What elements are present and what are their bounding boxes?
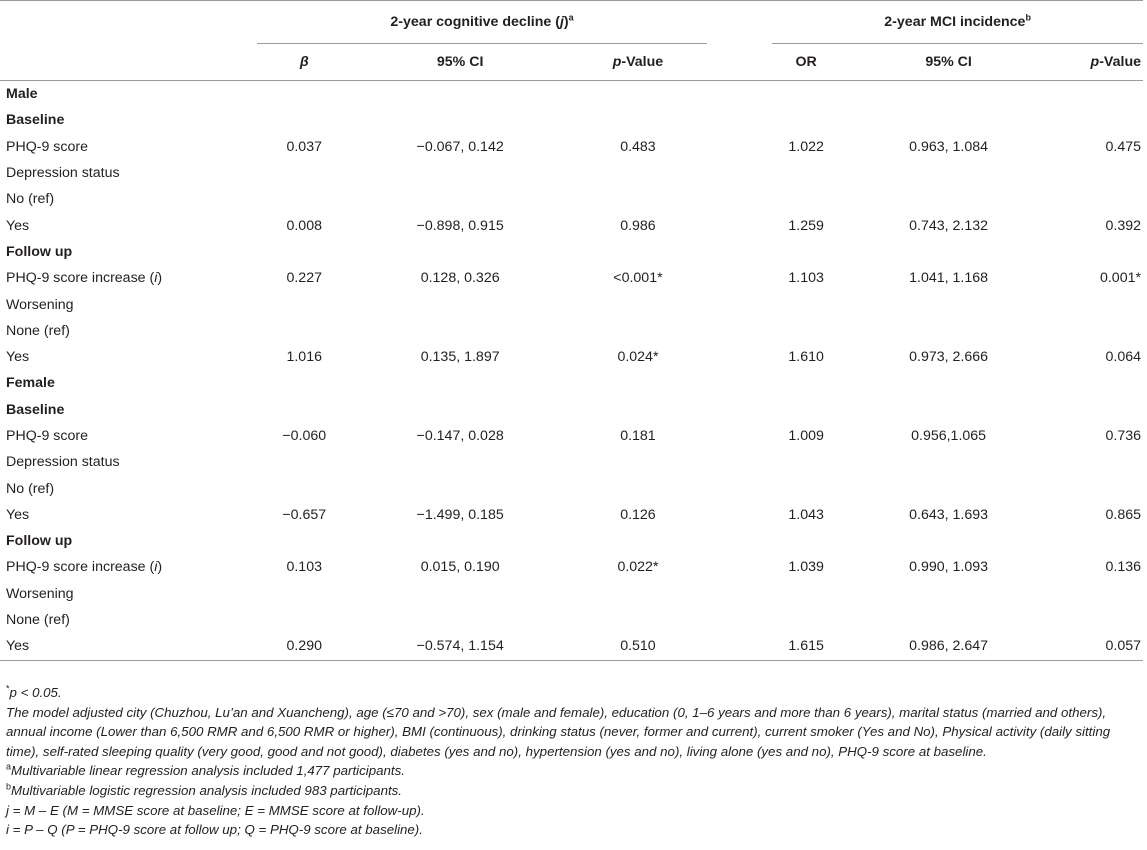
cell-ci-2: 0.973, 2.666 [909,349,989,366]
cell-p-value-1 [569,397,706,423]
row-label: Yes [6,217,30,234]
cell-or [772,81,840,108]
cell-gap [707,265,773,291]
cell-beta: −0.657 [282,506,327,523]
cell-gap [707,397,773,423]
cell-ci-1 [351,160,569,186]
cell-ci-2 [840,318,1057,344]
cell-beta [257,291,351,317]
cell-ci-1 [351,397,569,423]
cell-or: 1.610 [788,349,824,366]
cell-or [772,160,840,186]
table-notes [6,683,1142,840]
cell-ci-2 [840,186,1057,212]
note-i-definition: i = P – Q (P = PHQ-9 score at follow up; Q = PHQ-9 score at baseline). [6,822,423,838]
cell-or [772,318,840,344]
cell-or: 1.043 [788,506,824,523]
cell-p-value-2 [1057,186,1143,212]
group1-footnote-mark: a [568,12,574,23]
cell-beta [257,607,351,633]
cell-p-value-1: 0.986 [620,217,656,234]
cell-beta [257,528,351,554]
cell-ci-2 [840,160,1057,186]
cell-gap [707,633,773,660]
table-row [0,291,1143,317]
header-blank [0,1,257,44]
row-label: PHQ-9 score increase (i) [6,270,163,287]
row-label: Depression status [6,454,120,471]
cell-gap [707,318,773,344]
col-or: OR [772,44,840,81]
cell-or: 1.039 [788,559,824,576]
cell-p-value-1 [569,475,706,501]
cell-gap [707,528,773,554]
note-model: The model adjusted city (Chuzhou, Lu’an and Xuancheng), age (≤70 and >70), sex (male and female), education (0, 1–6 years and more than 6 years), marital status (married and others), annual income (Lower than 6,500 RMR and 6,500 RMR or higher), BMI (continuous), drinking status (never, former and current), current smoker (Yes and No), Physical activity (daily sitting time), self-rated sleeping quality (very good, good and not good), diabetes (yes and no), hypertension (yes and no), living alone (yes and no), PHQ-9 score at baseline. [6,704,1111,759]
cell-ci-2: 0.990, 1.093 [909,559,989,576]
row-label: Baseline [6,112,65,129]
cell-ci-2 [840,81,1057,108]
cell-p-value-1 [569,107,706,133]
cell-ci-2: 0.643, 1.693 [909,506,989,523]
cell-gap [707,607,773,633]
cell-ci-2 [840,449,1057,475]
note-significance: *p < 0.05. [6,683,62,700]
row-label: None (ref) [6,322,70,339]
cell-gap [707,239,773,265]
row-label: Worsening [6,585,74,602]
cell-or [772,528,840,554]
group2-footnote-mark: b [1025,12,1031,23]
cell-p-value-2: 0.057 [1057,633,1143,660]
cell-ci-1: −0.898, 0.915 [416,217,504,234]
cell-p-value-1 [569,370,706,396]
cell-gap [707,291,773,317]
cell-ci-2: 0.986, 2.647 [840,633,1057,660]
col-p-value-2: p-Value [1057,44,1143,81]
row-label: Follow up [6,533,73,550]
row-label: Baseline [6,401,65,418]
cell-ci-1 [351,581,569,607]
cell-ci-1: −0.574, 1.154 [351,633,569,660]
cell-ci-1: −1.499, 0.185 [416,506,504,523]
cell-p-value-2 [1057,160,1143,186]
table-row [0,265,1143,291]
group-header-row [0,1,1143,44]
cell-p-value-1: 0.024* [617,349,659,366]
cell-p-value-1 [569,81,706,108]
cell-gap [707,370,773,396]
cell-or: 1.103 [788,270,824,287]
group2-title: 2-year MCI incidence [884,14,1026,30]
table-row [0,554,1143,580]
table-row [0,186,1143,212]
table-row [0,160,1143,186]
cell-beta: 0.290 [257,633,351,660]
cell-or [772,581,840,607]
row-label: Worsening [6,296,74,313]
row-label: PHQ-9 score [6,428,88,444]
cell-ci-1: 0.128, 0.326 [420,270,500,287]
group1-var: j [559,14,564,30]
cell-or [772,239,840,265]
cell-or [772,107,840,133]
cell-ci-1 [351,291,569,317]
cell-ci-1 [351,528,569,554]
cell-beta: 0.227 [286,270,322,287]
cell-ci-2: 0.743, 2.132 [909,217,989,234]
cell-p-value-2: 0.064 [1105,349,1141,366]
cell-gap [707,502,773,528]
cell-p-value-2: 0.001* [1099,270,1141,287]
cell-beta [257,581,351,607]
cell-p-value-1 [569,160,706,186]
cell-ci-2 [840,291,1057,317]
table-row [0,581,1143,607]
cell-or [772,186,840,212]
cell-p-value-1 [569,449,706,475]
cell-or: 1.009 [788,428,824,444]
cell-ci-1: 0.015, 0.190 [420,559,500,576]
cell-ci-1 [351,186,569,212]
cell-p-value-2 [1057,370,1143,396]
cell-ci-1 [351,318,569,344]
cell-beta: 0.008 [286,217,322,234]
note-a: $^a$Multivariable linear regression analysis included 1,477 participants. [6,761,405,779]
cell-p-value-2 [1057,81,1143,108]
cell-p-value-2 [1057,581,1143,607]
cell-p-value-1 [569,291,706,317]
row-label: PHQ-9 score increase (i) [6,559,163,576]
col-p-value-1: p-Value [569,44,706,81]
cell-gap [707,449,773,475]
cell-or [772,291,840,317]
cell-gap [707,107,773,133]
cell-ci-1 [351,449,569,475]
cell-ci-2 [840,397,1057,423]
table-row [0,134,1143,160]
cell-ci-2 [840,581,1057,607]
cell-beta: −0.060 [282,428,327,444]
cell-ci-1 [351,370,569,396]
cell-gap [707,344,773,370]
table-row [0,370,1143,396]
cell-p-value-2 [1057,397,1143,423]
col-beta: β [257,44,351,81]
cell-ci-2: 1.041, 1.168 [909,270,989,287]
table-row [0,107,1143,133]
cell-gap [707,554,773,580]
row-label: No (ref) [6,480,55,497]
cell-ci-2: 0.963, 1.084 [909,138,989,155]
cell-beta [257,239,351,265]
table-row [0,344,1143,370]
cell-beta [257,370,351,396]
cell-beta: 0.103 [286,559,322,576]
row-label: Male [0,81,257,108]
row-label: No (ref) [6,191,55,208]
cell-ci-1: −0.067, 0.142 [416,138,504,155]
cell-ci-2 [840,475,1057,501]
table-row [0,528,1143,554]
group-header-cognitive-decline [257,1,706,44]
cell-p-value-1 [569,186,706,212]
table-row [0,212,1143,238]
cell-p-value-2 [1057,318,1143,344]
cell-or: 1.615 [772,633,840,660]
cell-ci-2 [840,370,1057,396]
col-ci-1: 95% CI [351,44,569,81]
group1-title: 2-year cognitive decline ( [390,14,560,30]
cell-p-value-2 [1057,107,1143,133]
column-header-row [0,44,1143,81]
row-label: PHQ-9 score [6,138,88,155]
row-label: Follow up [6,243,73,260]
cell-beta: 1.016 [286,349,322,366]
cell-ci-2 [840,607,1057,633]
table-row [0,239,1143,265]
cell-p-value-2 [1057,449,1143,475]
cell-ci-2 [840,528,1057,554]
cell-gap [707,475,773,501]
cell-ci-1 [351,475,569,501]
cell-p-value-1: 0.181 [620,428,656,444]
cell-gap [707,186,773,212]
cell-beta [257,449,351,475]
cell-ci-2 [840,239,1057,265]
note-b: $^b$Multivariable logistic regression analysis included 983 participants. [6,781,402,798]
cell-or [772,607,840,633]
cell-or [772,397,840,423]
cell-p-value-1: 0.510 [569,633,706,660]
cell-beta [257,81,351,108]
table-row [0,397,1143,423]
cell-gap [707,581,773,607]
cell-p-value-1: 0.483 [620,138,656,155]
row-label: Female [6,375,55,392]
table-row [0,423,1143,449]
table-row [0,607,1143,633]
cell-p-value-1 [569,528,706,554]
cell-p-value-1: 0.022* [617,559,659,576]
cell-gap [707,423,773,449]
cell-ci-1 [351,81,569,108]
cell-p-value-2: 0.392 [1105,217,1141,234]
cell-beta: 0.037 [286,138,322,155]
cell-or [772,475,840,501]
table-row [0,502,1143,528]
cell-p-value-2: 0.475 [1105,138,1141,155]
cell-p-value-1 [569,239,706,265]
cell-ci-1: 0.135, 1.897 [420,349,500,366]
table-row [0,633,1143,660]
cell-or: 1.259 [788,217,824,234]
cell-p-value-1 [569,318,706,344]
row-label: Yes [0,633,257,660]
table-row [0,81,1143,108]
row-label: Yes [6,349,30,366]
cell-p-value-2 [1057,528,1143,554]
cell-or [772,449,840,475]
cell-gap [707,212,773,238]
group-header-mci-incidence [772,1,1143,44]
cell-p-value-1 [569,581,706,607]
cell-beta [257,107,351,133]
cell-gap [707,134,773,160]
cell-beta [257,475,351,501]
cell-beta [257,318,351,344]
cell-ci-2: 0.956,1.065 [911,428,987,444]
cell-beta [257,160,351,186]
cell-p-value-1: <0.001* [613,270,663,287]
table-body [0,81,1143,661]
cell-ci-1 [351,239,569,265]
group1-close: ) [563,14,569,30]
table-row [0,318,1143,344]
cell-or: 1.022 [788,138,824,155]
cell-p-value-2 [1057,607,1143,633]
row-label: None (ref) [6,612,70,629]
cell-p-value-1: 0.126 [620,506,656,523]
cell-p-value-1 [569,607,706,633]
cell-p-value-2: 0.865 [1105,506,1141,523]
col-ci-2: 95% CI [840,44,1057,81]
row-label: Yes [6,506,30,523]
row-label: Depression status [6,165,120,182]
cell-ci-1 [351,607,569,633]
cell-gap [707,81,773,108]
cell-ci-2 [840,107,1057,133]
table-row [0,475,1143,501]
note-j-definition: j = M – E (M = MMSE score at baseline; E = MMSE score at follow-up). [6,802,425,818]
cell-beta [257,186,351,212]
cell-p-value-2: 0.136 [1105,559,1141,576]
cell-p-value-2 [1057,291,1143,317]
cell-gap [707,160,773,186]
cell-beta [257,397,351,423]
cell-p-value-2: 0.736 [1105,428,1141,444]
cell-ci-1 [351,107,569,133]
cell-p-value-2 [1057,239,1143,265]
cell-or [772,370,840,396]
cell-ci-1: −0.147, 0.028 [416,428,504,444]
cell-p-value-2 [1057,475,1143,501]
table-row [0,449,1143,475]
